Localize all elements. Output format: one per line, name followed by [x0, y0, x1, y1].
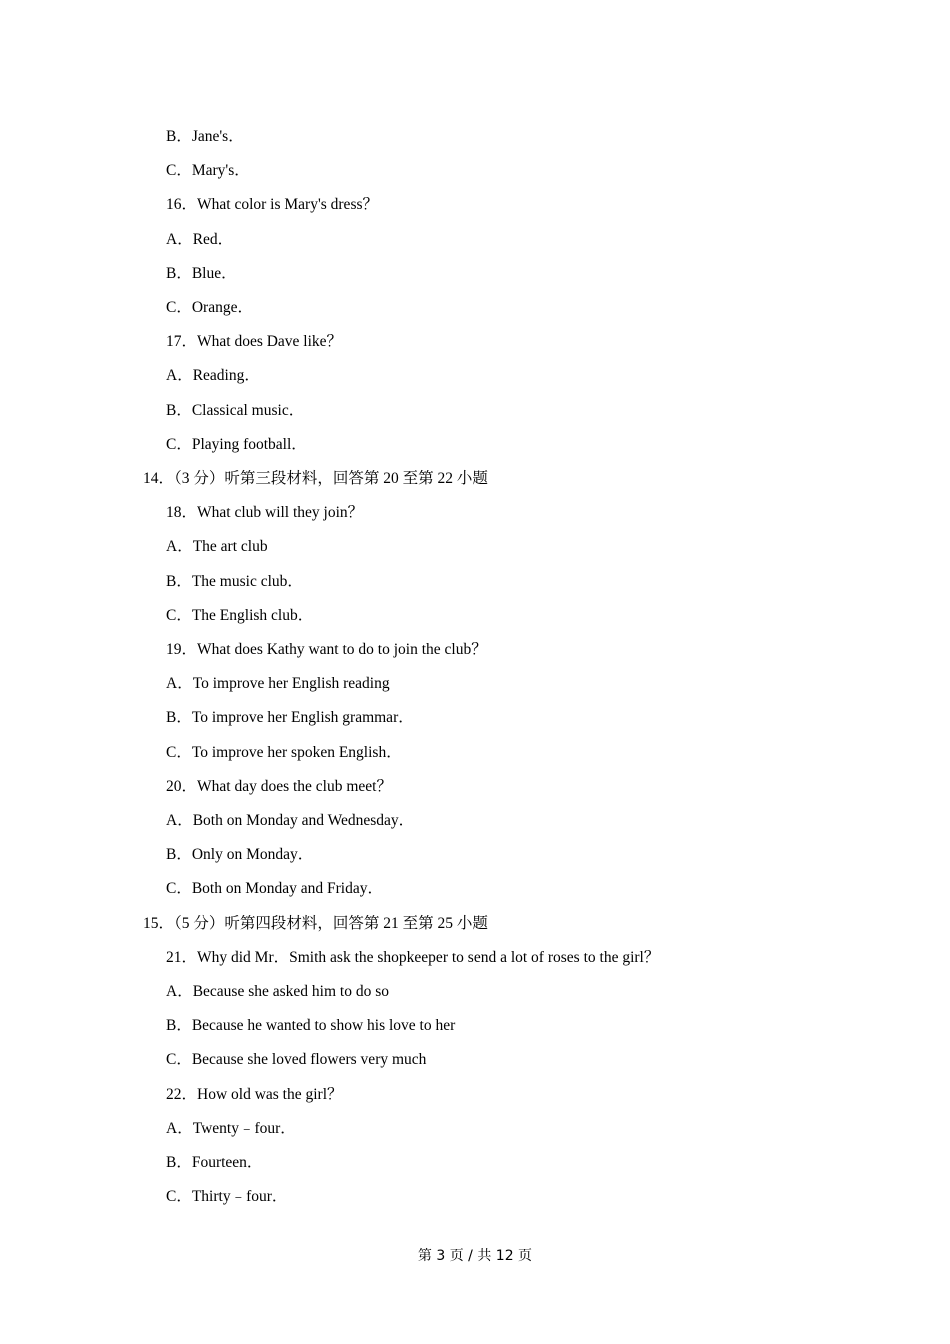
answer-option: C．Mary's．: [166, 162, 250, 180]
answer-option: C．Both on Monday and Friday．: [166, 880, 383, 898]
answer-option: B．Jane's．: [166, 128, 244, 145]
question-text: 21．Why did Mr．Smith ask the shopkeeper to send a lot of roses to the girl？: [166, 948, 660, 966]
question-text: 19．What does Kathy want to do to join the club？: [166, 641, 487, 658]
answer-option: A．The art club: [166, 538, 268, 556]
answer-option: A．Red．: [166, 230, 234, 248]
section-heading: 15．（5 分）听第四段材料，回答第 21 至第 25 小题: [143, 914, 488, 932]
question-text: 16．What color is Mary's dress？: [166, 196, 379, 214]
answer-option: B．To improve her English grammar．: [166, 709, 414, 727]
answer-option: C．Playing football．: [166, 435, 307, 453]
section-heading: 14．（3 分）听第三段材料，回答第 20 至第 22 小题: [143, 470, 488, 487]
answer-option: C．Thirty﹣four．: [166, 1188, 288, 1206]
page-footer: 第 3 页 / 共 12 页: [417, 1248, 533, 1264]
answer-option: C．The English club．: [166, 606, 314, 624]
answer-option: A．Reading．: [166, 367, 260, 385]
question-text: 18．What club will they join？: [166, 504, 364, 522]
answer-option: B．The music club．: [166, 572, 303, 590]
answer-option: C．To improve her spoken English．: [166, 743, 402, 761]
answer-option: A．Both on Monday and Wednesday．: [166, 812, 415, 829]
answer-option: B．Because he wanted to show his love to her: [166, 1017, 456, 1035]
answer-option: A．To improve her English reading: [166, 675, 390, 693]
answer-option: A．Because she asked him to do so: [166, 983, 389, 1000]
question-text: 22．How old was the girl？: [166, 1085, 343, 1103]
answer-option: B．Only on Monday．: [166, 846, 314, 864]
answer-option: A．Twenty﹣four．: [166, 1119, 296, 1137]
answer-option: C．Because she loved flowers very much: [166, 1051, 427, 1069]
question-text: 17．What does Dave like？: [166, 333, 343, 351]
answer-option: B．Fourteen．: [166, 1154, 263, 1171]
question-text: 20．What day does the club meet？: [166, 777, 392, 795]
answer-option: B．Blue．: [166, 264, 237, 282]
answer-option: B．Classical music．: [166, 401, 305, 419]
answer-option: C．Orange．: [166, 299, 253, 316]
